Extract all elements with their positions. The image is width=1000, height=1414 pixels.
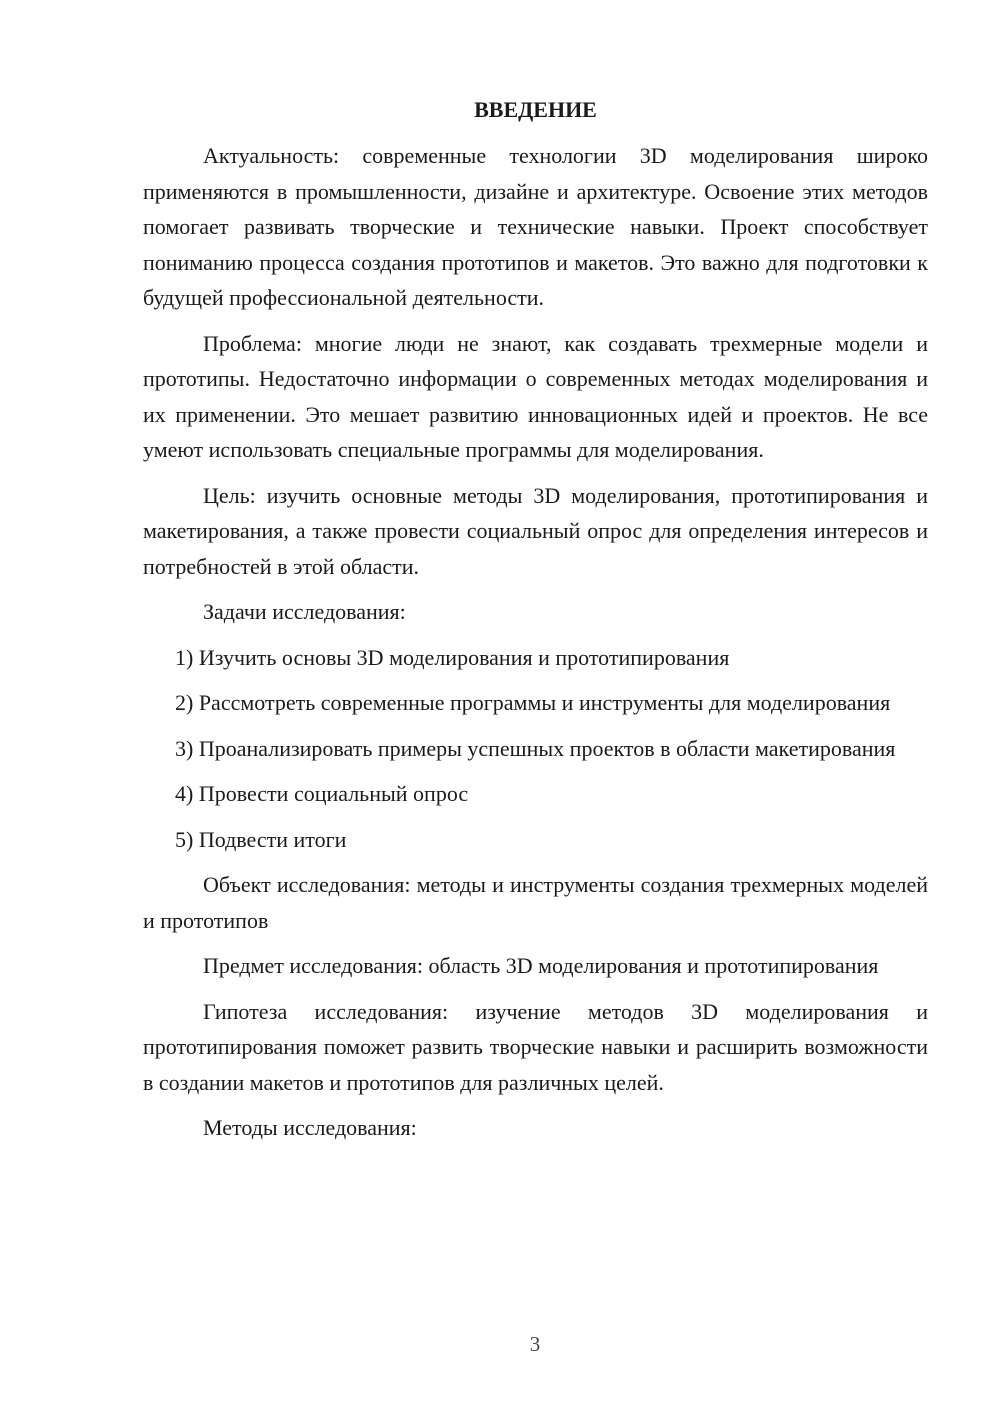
- object-paragraph: Объект исследования: методы и инструменты создания трехмерных моделей и прототипов: [143, 872, 928, 933]
- subject-paragraph: Предмет исследования: область 3D моделирования и прототипирования: [203, 953, 879, 978]
- tasks-title: Задачи исследования:: [203, 599, 406, 624]
- page-number: 3: [529, 1332, 541, 1356]
- task-item-1: 1) Изучить основы 3D моделирования и прототипирования: [175, 644, 730, 670]
- methods-title: Методы исследования:: [203, 1115, 417, 1140]
- document-page: [143, 92, 928, 1156]
- task-item-4: 4) Провести социальный опрос: [175, 781, 469, 806]
- task-item-2: 2) Рассмотреть современные программы и инструменты для моделирования: [175, 690, 891, 715]
- relevance-paragraph: Актуальность: современные технологии 3D моделирования широко применяются в промышленности, дизайне и архитектуре. Освоение этих методов помогает развивать творческие и технические навыки. Проект способствует пониманию процесса создания прототипов и макетов. Это важно для подготовки к будущей профессиональной деятельности.: [143, 143, 928, 310]
- task-item-5: 5) Подвести итоги: [175, 826, 347, 852]
- problem-paragraph: Проблема: многие люди не знают, как создавать трехмерные модели и прототипы. Недостаточно информации о современных методах моделирования и их применении. Это мешает развитию инновационных идей и проектов. Не все умеют использовать специальные программы для моделирования.: [143, 330, 928, 462]
- section-heading: ВВЕДЕНИЕ: [474, 97, 597, 122]
- hypothesis-paragraph: Гипотеза исследования: изучение методов 3D моделирования и прототипирования поможет развить творческие навыки и расширить возможности в создании макетов и прототипов для различных целей.: [143, 998, 928, 1095]
- goal-paragraph: Цель: изучить основные методы 3D моделирования, прототипирования и макетирования, а также провести социальный опрос для определения интересов и потребностей в этой области.: [143, 482, 928, 579]
- task-item-3: 3) Проанализировать примеры успешных проектов в области макетирования: [175, 735, 896, 761]
